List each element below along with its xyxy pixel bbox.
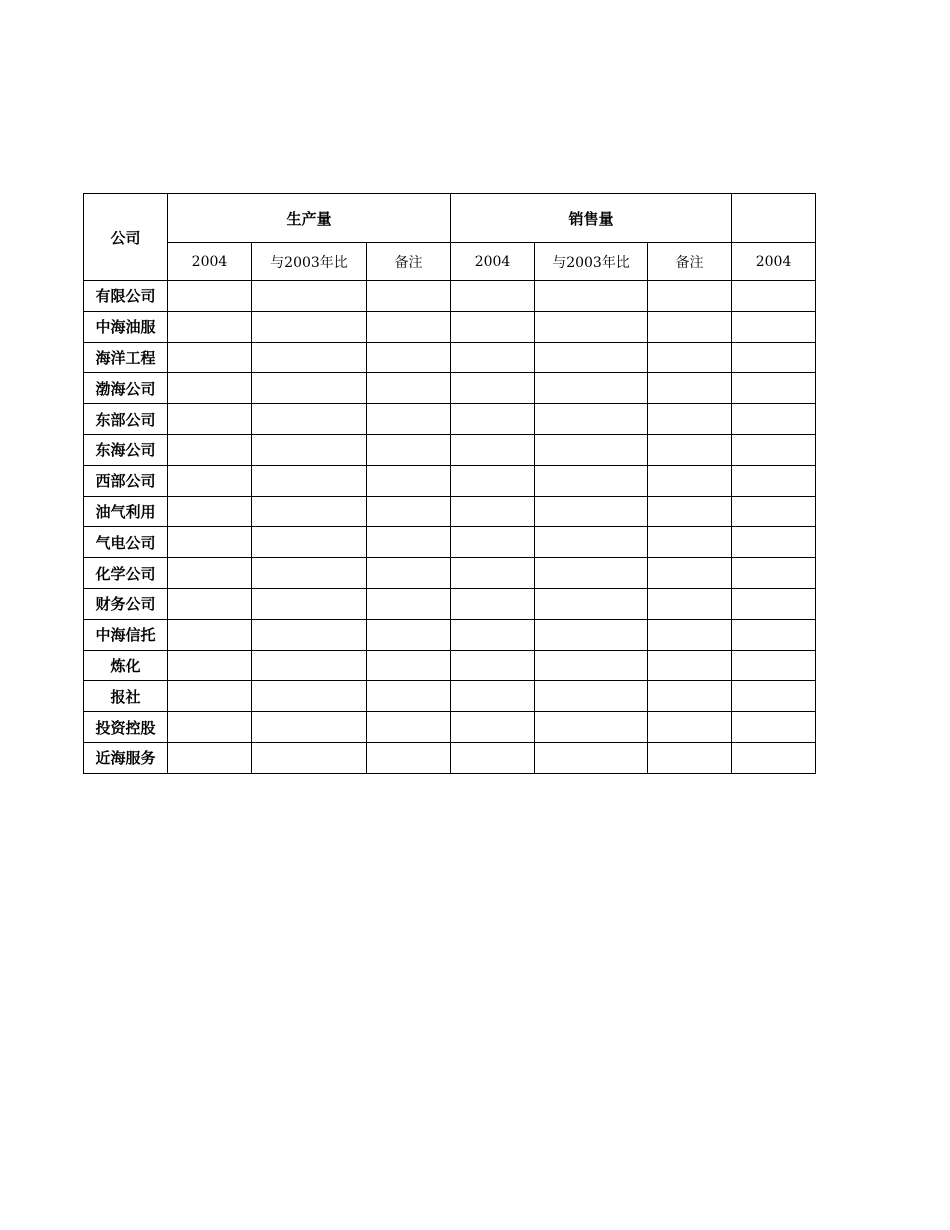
data-cell[interactable] — [367, 404, 451, 435]
group-header-production: 生产量 — [168, 194, 451, 243]
data-cell[interactable] — [732, 527, 816, 558]
data-cell[interactable] — [732, 311, 816, 342]
data-cell[interactable] — [732, 281, 816, 312]
data-cell[interactable] — [732, 558, 816, 589]
company-name-cell: 中海信托 — [84, 619, 168, 650]
data-cell[interactable] — [648, 465, 732, 496]
data-cell[interactable] — [252, 465, 367, 496]
company-name-cell: 炼化 — [84, 650, 168, 681]
data-cell[interactable] — [535, 527, 648, 558]
data-cell[interactable] — [451, 373, 535, 404]
subheader-cell: 备注 — [648, 243, 732, 281]
subheader-cell: 备注 — [367, 243, 451, 281]
data-cell[interactable] — [168, 465, 252, 496]
data-cell[interactable] — [732, 712, 816, 743]
group-header-sales: 销售量 — [451, 194, 732, 243]
data-cell[interactable] — [535, 588, 648, 619]
company-name-cell: 化学公司 — [84, 558, 168, 589]
data-cell[interactable] — [367, 558, 451, 589]
data-cell[interactable] — [535, 681, 648, 712]
table-row — [84, 281, 816, 312]
data-cell[interactable] — [168, 619, 252, 650]
company-name-cell: 海洋工程 — [84, 342, 168, 373]
table-row — [84, 465, 816, 496]
data-cell[interactable] — [367, 342, 451, 373]
data-cell[interactable] — [732, 681, 816, 712]
table-row — [84, 527, 816, 558]
subheader-cell: 与2003年比 — [535, 243, 648, 281]
data-cell[interactable] — [168, 742, 252, 773]
subheader-cell: 与2003年比 — [252, 243, 367, 281]
data-cell[interactable] — [252, 373, 367, 404]
data-cell[interactable] — [648, 496, 732, 527]
data-cell[interactable] — [451, 681, 535, 712]
company-name-cell: 气电公司 — [84, 527, 168, 558]
data-cell[interactable] — [732, 373, 816, 404]
data-cell[interactable] — [732, 650, 816, 681]
table-row — [84, 588, 816, 619]
data-cell[interactable] — [367, 373, 451, 404]
data-cell[interactable] — [648, 558, 732, 589]
company-name-cell: 有限公司 — [84, 281, 168, 312]
data-cell[interactable] — [535, 373, 648, 404]
subheader-cell: 2004 — [168, 243, 252, 281]
data-cell[interactable] — [648, 404, 732, 435]
data-cell[interactable] — [367, 311, 451, 342]
data-cell[interactable] — [367, 742, 451, 773]
company-name-cell: 报社 — [84, 681, 168, 712]
data-cell[interactable] — [451, 558, 535, 589]
data-cell[interactable] — [168, 281, 252, 312]
table-row — [84, 650, 816, 681]
data-cell[interactable] — [252, 342, 367, 373]
table-row — [84, 558, 816, 589]
data-cell[interactable] — [451, 527, 535, 558]
data-cell[interactable] — [252, 712, 367, 743]
data-cell[interactable] — [732, 342, 816, 373]
data-cell[interactable] — [367, 527, 451, 558]
data-cell[interactable] — [648, 588, 732, 619]
company-name-cell: 财务公司 — [84, 588, 168, 619]
data-cell[interactable] — [252, 650, 367, 681]
data-cell[interactable] — [168, 311, 252, 342]
data-cell[interactable] — [535, 404, 648, 435]
data-cell[interactable] — [648, 281, 732, 312]
table-row — [84, 742, 816, 773]
data-cell[interactable] — [168, 588, 252, 619]
data-cell[interactable] — [252, 588, 367, 619]
data-cell[interactable] — [367, 619, 451, 650]
data-cell[interactable] — [168, 404, 252, 435]
subheader-cell: 2004 — [732, 243, 816, 281]
table-row — [84, 342, 816, 373]
table-row — [84, 712, 816, 743]
table-row — [84, 434, 816, 465]
data-cell[interactable] — [451, 342, 535, 373]
data-cell[interactable] — [252, 404, 367, 435]
data-cell[interactable] — [367, 681, 451, 712]
data-cell[interactable] — [648, 742, 732, 773]
data-cell[interactable] — [535, 558, 648, 589]
data-cell[interactable] — [648, 527, 732, 558]
data-cell[interactable] — [648, 434, 732, 465]
data-cell[interactable] — [451, 465, 535, 496]
data-cell[interactable] — [648, 681, 732, 712]
data-cell[interactable] — [451, 742, 535, 773]
data-cell[interactable] — [168, 681, 252, 712]
data-cell[interactable] — [451, 404, 535, 435]
data-cell[interactable] — [168, 650, 252, 681]
data-cell[interactable] — [168, 373, 252, 404]
data-cell[interactable] — [535, 496, 648, 527]
data-cell[interactable] — [252, 558, 367, 589]
data-cell[interactable] — [252, 281, 367, 312]
data-cell[interactable] — [451, 281, 535, 312]
data-cell[interactable] — [732, 588, 816, 619]
company-header: 公司 — [84, 194, 168, 281]
company-name-cell: 近海服务 — [84, 742, 168, 773]
data-cell[interactable] — [168, 434, 252, 465]
data-cell[interactable] — [168, 558, 252, 589]
company-name-cell: 东部公司 — [84, 404, 168, 435]
data-cell[interactable] — [252, 496, 367, 527]
data-cell[interactable] — [252, 311, 367, 342]
data-cell[interactable] — [168, 342, 252, 373]
data-cell[interactable] — [648, 342, 732, 373]
data-cell[interactable] — [648, 619, 732, 650]
data-cell[interactable] — [451, 496, 535, 527]
data-cell[interactable] — [367, 465, 451, 496]
data-cell[interactable] — [252, 681, 367, 712]
data-cell[interactable] — [535, 281, 648, 312]
data-cell[interactable] — [732, 619, 816, 650]
data-cell[interactable] — [648, 712, 732, 743]
data-cell[interactable] — [451, 712, 535, 743]
table-row — [84, 681, 816, 712]
table-row — [84, 619, 816, 650]
company-name-cell: 渤海公司 — [84, 373, 168, 404]
subheader-cell: 2004 — [451, 243, 535, 281]
data-cell[interactable] — [168, 527, 252, 558]
data-cell[interactable] — [451, 588, 535, 619]
data-cell[interactable] — [168, 496, 252, 527]
data-cell[interactable] — [367, 588, 451, 619]
data-cell[interactable] — [535, 742, 648, 773]
data-cell[interactable] — [367, 496, 451, 527]
data-cell[interactable] — [168, 712, 252, 743]
data-cell[interactable] — [252, 742, 367, 773]
data-cell[interactable] — [535, 619, 648, 650]
data-cell[interactable] — [732, 465, 816, 496]
company-name-cell: 油气利用 — [84, 496, 168, 527]
data-cell[interactable] — [367, 434, 451, 465]
data-cell[interactable] — [451, 650, 535, 681]
data-cell[interactable] — [367, 650, 451, 681]
table-row — [84, 496, 816, 527]
data-cell[interactable] — [252, 434, 367, 465]
group-header-third — [732, 194, 816, 243]
company-name-cell: 西部公司 — [84, 465, 168, 496]
data-cell[interactable] — [535, 311, 648, 342]
data-cell[interactable] — [648, 373, 732, 404]
data-cell[interactable] — [451, 311, 535, 342]
data-cell[interactable] — [732, 742, 816, 773]
data-table — [83, 193, 816, 774]
table-row — [84, 404, 816, 435]
data-cell[interactable] — [252, 527, 367, 558]
data-cell[interactable] — [535, 342, 648, 373]
data-cell[interactable] — [648, 650, 732, 681]
data-cell[interactable] — [451, 434, 535, 465]
data-cell[interactable] — [535, 434, 648, 465]
data-cell[interactable] — [367, 712, 451, 743]
data-cell[interactable] — [252, 619, 367, 650]
data-cell[interactable] — [732, 496, 816, 527]
table-row — [84, 373, 816, 404]
table-row — [84, 311, 816, 342]
data-cell[interactable] — [451, 619, 535, 650]
data-cell[interactable] — [535, 712, 648, 743]
company-name-cell: 东海公司 — [84, 434, 168, 465]
data-cell[interactable] — [648, 311, 732, 342]
company-name-cell: 投资控股 — [84, 712, 168, 743]
data-cell[interactable] — [535, 465, 648, 496]
data-cell[interactable] — [367, 281, 451, 312]
data-cell[interactable] — [732, 404, 816, 435]
company-name-cell: 中海油服 — [84, 311, 168, 342]
data-cell[interactable] — [732, 434, 816, 465]
data-cell[interactable] — [535, 650, 648, 681]
